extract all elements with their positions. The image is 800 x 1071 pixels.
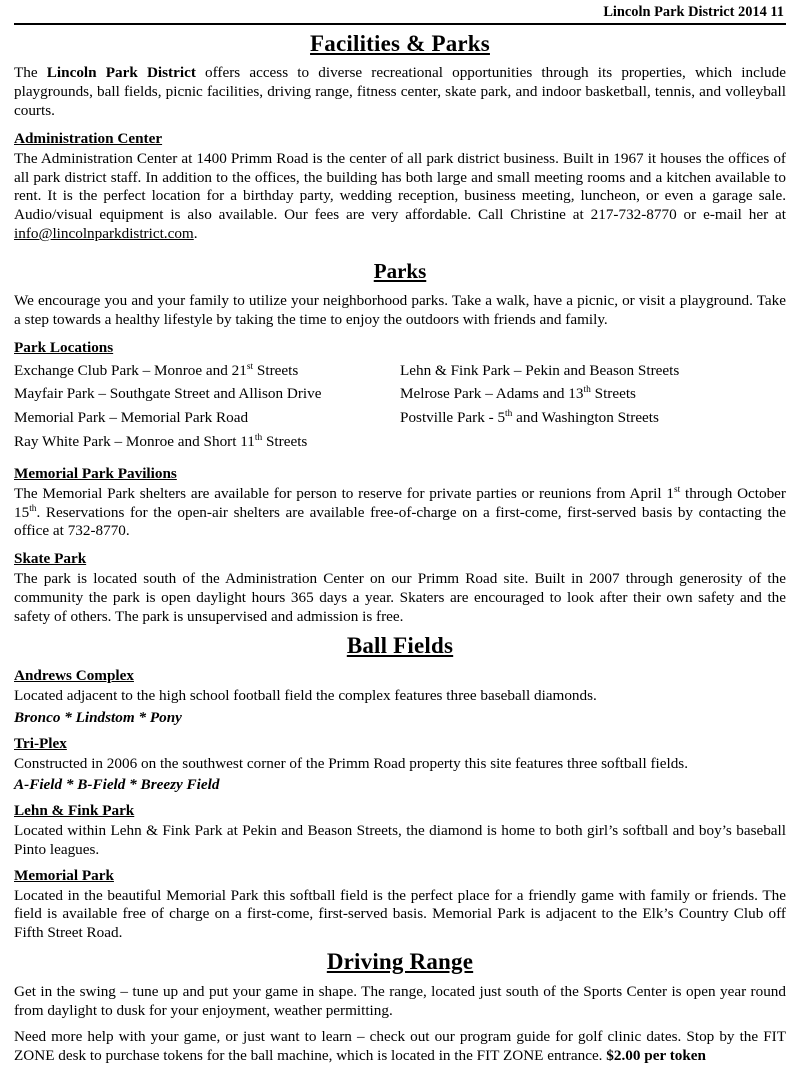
running-head: Lincoln Park District 2014 11 (603, 4, 784, 20)
memorial-park-heading: Memorial Park (14, 866, 114, 884)
park-location-text: Lehn & Fink Park – Pekin and Beason Streets (400, 361, 680, 379)
pavilions-text-post: . Reservations for the open-air shelters are available free-of-charge on a first-come, first-served basis by contacting the office at 732-8770. (14, 503, 786, 540)
facilities-intro (14, 64, 786, 121)
table-row (14, 361, 786, 385)
table-row (14, 432, 786, 456)
token-price: $2.00 per token (606, 1047, 706, 1065)
page-title-text: Facilities & Parks (310, 30, 490, 56)
pavilions-text-pre: The Memorial Park shelters are available for person to reserve for private parties or reunions from April 1 (14, 484, 674, 502)
park-location-cell (400, 408, 786, 432)
park-locations-heading: Park Locations (14, 338, 114, 356)
tri-plex-fields: A-Field * B-Field * Breezy Field (14, 776, 220, 794)
park-location-cell (14, 384, 400, 408)
parks-intro: We encourage you and your family to utilize your neighborhood parks. Take a walk, have a picnic, or visit a playground. Take a step towards a healthy lifestyle by taking the time to enjoy the outdoors with friends and family. (14, 292, 786, 328)
ordinal-suffix: th (505, 409, 513, 420)
park-location-text-post: and Washington Streets (512, 409, 659, 427)
driving-range-para-1: Get in the swing – tune up and put your game in shape. The range, located just south of the Sports Center is open year round from daylight to dusk for your enjoyment, weather permitting. (14, 982, 786, 1019)
park-location-text: Mayfair Park – Southgate Street and Allison Drive (14, 385, 322, 403)
ordinal-suffix: st (673, 484, 681, 495)
ordinal-suffix: th (583, 385, 591, 396)
ordinal-suffix: th (29, 503, 37, 514)
driving-range-title-text: Driving Range (326, 949, 474, 975)
driving-range-para-2 (14, 1028, 786, 1066)
park-location-text-post: Streets (253, 361, 299, 379)
park-location-cell (14, 361, 400, 385)
ball-fields-title-text: Ball Fields (346, 632, 454, 658)
park-location-text: Exchange Club Park – Monroe and 21 (14, 361, 247, 379)
park-location-text-post: Streets (262, 433, 308, 451)
memorial-park-pavilions-text (14, 485, 786, 542)
park-location-cell (14, 432, 400, 456)
facilities-intro-pre: The (14, 64, 47, 82)
administration-center-body: The Administration Center at 1400 Primm Road is the center of all park district business. Built in 1967 it houses the offices of all park district staff. In addition to the offices, the building has both large and small meeting rooms and a kitchen available to rent. It is the perfect location for a birthday party, wedding reception, business meeting, luncheon, or even a garage sale. Audio/visual equipment is also available. Our fees are very affordable. Call Christine at 217-732-8770 or e-mail her at (14, 149, 786, 224)
administration-center-heading: Administration Center (14, 129, 163, 147)
andrews-complex-heading: Andrews Complex (14, 667, 134, 685)
table-row (14, 408, 786, 432)
lehn-fink-park-text: Located within Lehn & Fink Park at Pekin and Beason Streets, the diamond is home to both girl’s softball and boy’s baseball Pinto leagues. (14, 822, 786, 858)
park-location-cell (400, 432, 786, 456)
table-row (14, 384, 786, 408)
driving-range-title (14, 948, 786, 977)
skate-park-text: The park is located south of the Administration Center on our Primm Road site. Built in 2007 through generosity of the community the park is open daylight hours 365 days a year. Skaters are encouraged to look after their own safety and the safety of others. The park is unsupervised and admission is free. (14, 570, 786, 625)
ordinal-suffix: th (254, 433, 263, 443)
andrews-complex-text: Located adjacent to the high school football field the complex features three baseball diamonds. (14, 687, 597, 705)
andrews-complex-fields: Bronco * Lindstom * Pony (14, 708, 182, 726)
park-location-text-post: Streets (590, 385, 636, 403)
park-location-cell (14, 408, 400, 432)
admin-email-period: . (193, 225, 198, 243)
facilities-intro-bold: Lincoln Park District (46, 64, 196, 82)
park-location-text: Melrose Park – Adams and 13 (400, 385, 584, 403)
pavilions-text-mid: through October 15 (14, 484, 786, 521)
lehn-fink-park-heading: Lehn & Fink Park (14, 802, 135, 820)
park-location-text: Postville Park - 5 (400, 409, 506, 427)
ordinal-suffix: st (246, 361, 254, 372)
tri-plex-text: Constructed in 2006 on the southwest corner of the Primm Road property this site features three softball fields. (14, 754, 689, 772)
park-location-cell (400, 361, 786, 385)
header-divider (14, 23, 786, 25)
ball-fields-title (14, 632, 786, 661)
tri-plex-heading: Tri-Plex (14, 734, 67, 752)
administration-center-text (14, 150, 786, 244)
memorial-park-text: Located in the beautiful Memorial Park this softball field is the perfect place for a friendly game with family or friends. The field is available free of charge on a first-come, first-served basis. Memorial Park is adjacent to the Elk’s Country Club off Fifth Street Road. (14, 886, 786, 942)
admin-email-link[interactable]: info@lincolnparkdistrict.com (14, 225, 194, 243)
driving-range-para-2-text: Need more help with your game, or just want to learn – check out our program guide for golf clinic dates. Stop by the FIT ZONE desk to purchase tokens for the ball machine, which is located in the FIT ZONE entrance. (14, 1028, 786, 1065)
park-location-cell (400, 384, 786, 408)
facilities-intro-post: offers access to diverse recreational opportunities through its properties, which include playgrounds, ball fields, picnic facilities, driving range, fitness center, skate park, and indoor basketball, tennis, and volleyball courts. (14, 64, 786, 120)
park-locations-table (14, 361, 786, 456)
parks-title (14, 258, 786, 284)
park-location-text: Ray White Park – Monroe and Short 11 (14, 433, 255, 451)
park-location-text: Memorial Park – Memorial Park Road (14, 409, 249, 427)
skate-park-heading: Skate Park (14, 550, 87, 568)
parks-title-text: Parks (373, 258, 427, 283)
page-title (14, 30, 786, 59)
memorial-park-pavilions-heading: Memorial Park Pavilions (14, 464, 177, 482)
